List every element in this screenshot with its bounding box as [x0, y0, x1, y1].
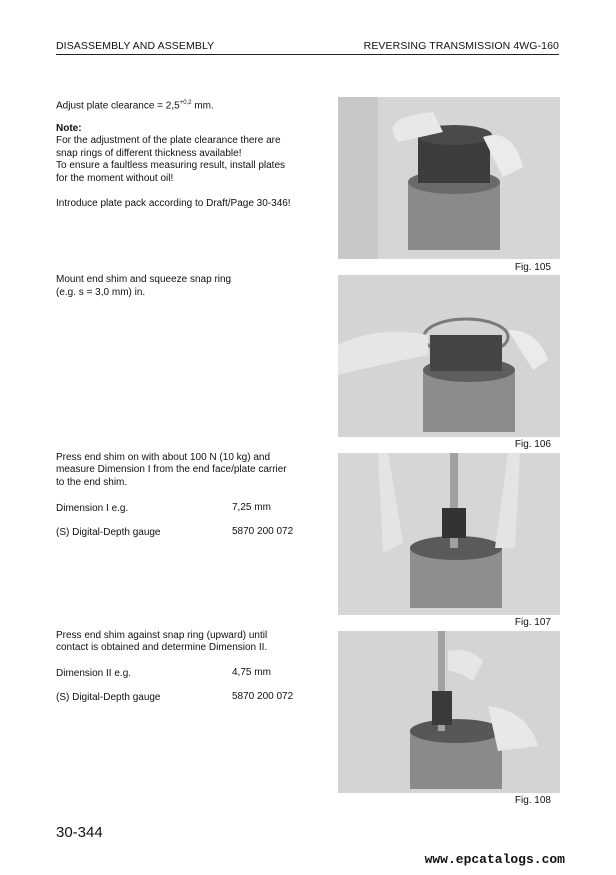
dimension-value: 4,75 mm	[232, 667, 271, 678]
photo-fig-106	[338, 275, 560, 437]
figure-label: Fig. 106	[514, 439, 551, 450]
header-right: REVERSING TRANSMISSION 4WG-160	[363, 40, 559, 52]
figure-label: Fig. 107	[514, 617, 551, 628]
tool-value: 5870 200 072	[232, 691, 294, 702]
tool-label: (S) Digital-Depth gauge	[56, 527, 161, 538]
note-line: for the moment without oil!	[56, 173, 174, 184]
instruction-text: Press end shim on with about 100 N (10 kg) and	[56, 452, 271, 463]
clearance-text: Adjust plate clearance = $2,5^{+0,2}$ mm.	[56, 100, 214, 112]
header-rule	[56, 54, 559, 55]
instruction-text: (e.g. s = 3,0 mm) in.	[56, 287, 146, 298]
note-line: For the adjustment of the plate clearance there are	[56, 135, 281, 146]
photo-fig-105	[338, 97, 560, 259]
note-title: Note:	[56, 123, 82, 134]
instruction-text: Introduce plate pack according to Draft/Page 30-346!	[56, 198, 291, 209]
instruction-text: Mount end shim and squeeze snap ring	[56, 274, 232, 285]
figure-label: Fig. 108	[514, 795, 551, 806]
header-left: DISASSEMBLY AND ASSEMBLY	[56, 40, 215, 52]
instruction-text: contact is obtained and determine Dimension II.	[56, 642, 268, 653]
photo-fig-107	[338, 453, 560, 615]
page-number: 30-344	[56, 824, 103, 841]
instruction-text: Press end shim against snap ring (upward) until	[56, 630, 268, 641]
dimension-label: Dimension I e.g.	[56, 503, 129, 514]
photo-fig-108	[338, 631, 560, 793]
watermark: www.epcatalogs.com	[424, 852, 565, 867]
dimension-value: 7,25 mm	[232, 502, 271, 513]
tool-value: 5870 200 072	[232, 526, 294, 537]
instruction-text: measure Dimension I from the end face/plate carrier	[56, 464, 287, 475]
figure-label: Fig. 105	[514, 262, 551, 273]
note-line: To ensure a faultless measuring result, install plates	[56, 160, 286, 171]
dimension-label: Dimension II e.g.	[56, 668, 132, 679]
tool-label: (S) Digital-Depth gauge	[56, 692, 161, 703]
instruction-text: to the end shim.	[56, 477, 128, 488]
note-line: snap rings of different thickness available!	[56, 148, 242, 159]
